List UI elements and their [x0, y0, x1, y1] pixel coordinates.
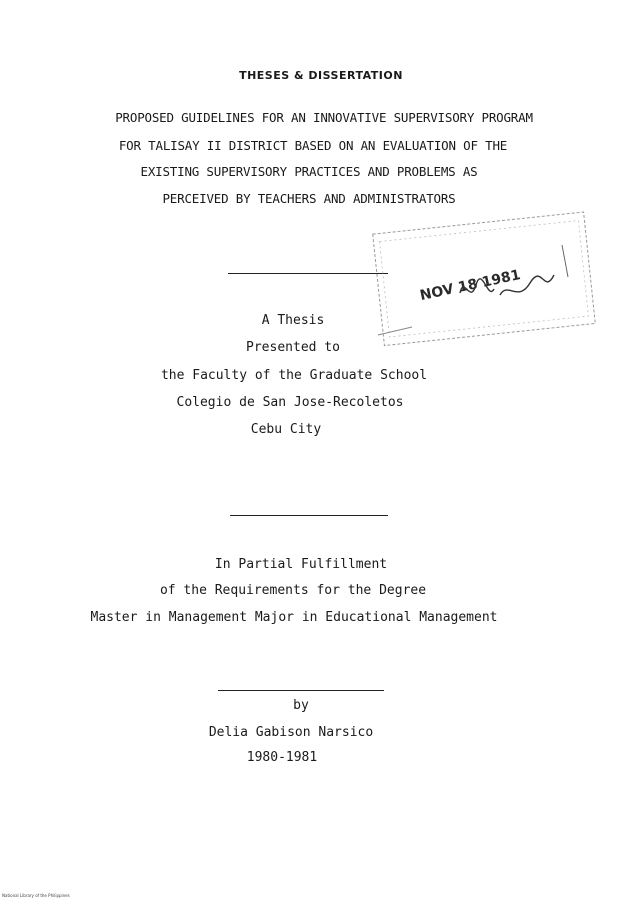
- receiving-stamp: [372, 205, 612, 355]
- title-line-4: PERCEIVED BY TEACHERS AND ADMINISTRATORS: [162, 191, 456, 206]
- a-thesis: A Thesis: [261, 313, 325, 328]
- rule-2: [230, 515, 388, 516]
- title-line-1: PROPOSED GUIDELINES FOR AN INNOVATIVE SUPERVISORY PROGRAM: [115, 110, 533, 125]
- footer-note: National Library of the Philippines: [2, 893, 70, 898]
- rule-1: [228, 273, 388, 274]
- header-theses-dissertation: THESES & DISSERTATION: [239, 69, 403, 82]
- title-line-3: EXISTING SUPERVISORY PRACTICES AND PROBLEMS AS: [140, 164, 478, 179]
- presented-to: Presented to: [246, 340, 340, 355]
- degree-name: Master in Management Major in Educational Management: [90, 610, 498, 625]
- rule-3: [218, 690, 384, 691]
- partial-fulfillment: In Partial Fulfillment: [214, 557, 388, 572]
- author-name: Delia Gabison Narsico: [208, 725, 374, 740]
- school-name: Colegio de San Jose-Recoletos: [176, 395, 404, 410]
- title-line-2: FOR TALISAY II DISTRICT BASED ON AN EVALUATION OF THE: [118, 138, 508, 153]
- city: Cebu City: [250, 422, 322, 437]
- stamp-date: NOV 18 1981: [418, 267, 522, 305]
- faculty-graduate-school: the Faculty of the Graduate School: [160, 368, 428, 383]
- requirements-for-degree: of the Requirements for the Degree: [159, 583, 427, 598]
- academic-year: 1980-1981: [246, 750, 318, 765]
- by-label: by: [293, 698, 309, 713]
